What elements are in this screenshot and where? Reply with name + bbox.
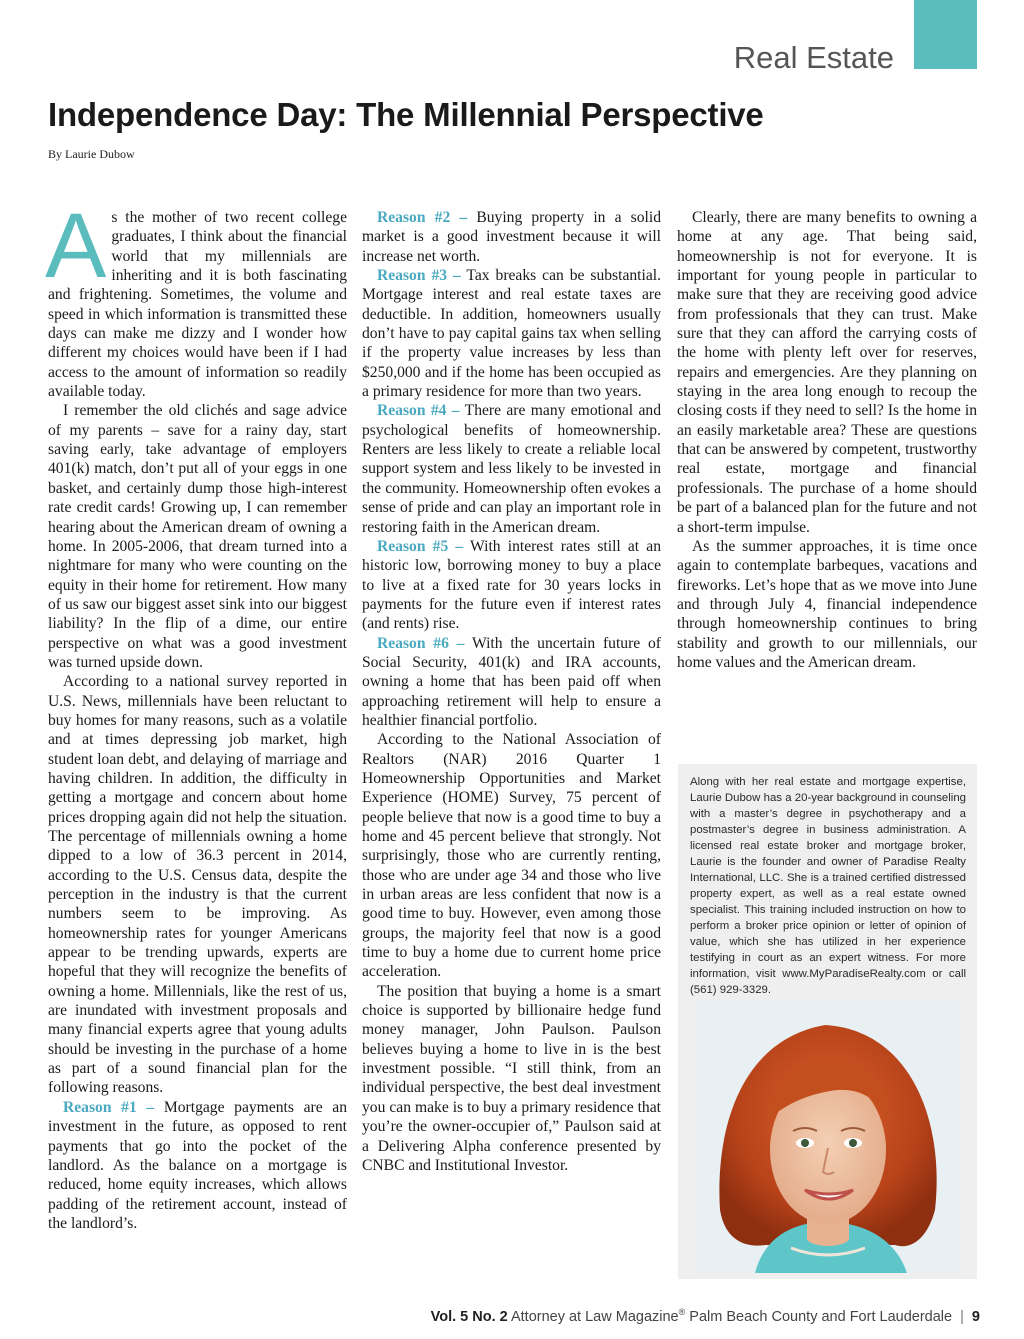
page-number: 9 bbox=[971, 1308, 980, 1325]
reason-3: Reason #3 – Tax breaks can be substantial. Mortgage interest and real estate taxes are deductible. In addition, homeowners usually don’t have to pay capital gains tax when selling if the property value increases by less than $250,000 and if the home has been occupied as a primary residence for more than two years. bbox=[362, 267, 661, 401]
paragraph: The position that buying a home is a smart choice is supported by billionaire hedge fund money manager, John Paulson. Paulson believes buying a home to live in is the best investment possible. “I still think, from an individual perspective, the best deal investment you can make is to buy a primary residence that you’re the owner-occupier of,” Paulson said at a Delivering Alpha conference presented by CNBC and Institutional Investor. bbox=[362, 982, 661, 1174]
section-label: Real Estate bbox=[733, 40, 894, 75]
reason-label: Reason #1 – bbox=[63, 1098, 155, 1116]
reason-label: Reason #3 – bbox=[377, 267, 461, 285]
footer-separator: | bbox=[960, 1308, 964, 1325]
reason-4: Reason #4 – There are many emotional and psychological benefits of homeownership. Renters are less likely to create a reliable local support system and less likely to be invested in the community. Homeownership often evokes a sense of pride and can play an important role in restoring faith in the American dream. bbox=[362, 402, 661, 536]
magazine-region: Palm Beach County and Fort Lauderdale bbox=[689, 1308, 953, 1325]
reason-6: Reason #6 – With the uncertain future of Social Security, 401(k) and IRA accounts, owning a home that has been paid off when approaching retirement will help to ensure a healthier financial portfolio. bbox=[362, 634, 661, 729]
magazine-name: Attorney at Law Magazine bbox=[510, 1308, 679, 1325]
byline: By Laurie Dubow bbox=[48, 147, 135, 161]
author-photo bbox=[695, 1000, 960, 1273]
author-bio-text: Along with her real estate and mortgage expertise, Laurie Dubow has a 20-year background in counseling with a master’s degree in psychotherapy and a postmaster’s degree in business administration. A licensed real estate broker and mortgage broker, Laurie is the founder and owner of Paradise Realty International, LLC. She is a trained certified distressed property expert, as well as a real estate owned specialist. This training included instruction on how to perform a broker price opinion or letter of opinion of value, which she has utilized in her experience testifying in court as an expert witness. For more information, visit www.MyParadiseRealty.com or call (561) 929-3329. bbox=[690, 776, 966, 996]
paragraph: As the summer approaches, it is time once again to contemplate barbeques, vacations and fireworks. Let’s hope that as we move into June and through July 4, financial independence through homeownership continues to bring stability and growth to our millennials, our home values and the American dream. bbox=[677, 537, 977, 671]
page-footer bbox=[431, 1307, 980, 1325]
registered-mark: ® bbox=[678, 1307, 686, 1317]
volume-issue: Vol. 5 No. 2 bbox=[430, 1308, 508, 1325]
article-column-3 bbox=[677, 208, 977, 672]
author-bio-box bbox=[678, 764, 977, 1279]
article-column-2 bbox=[362, 208, 661, 1175]
paragraph: According to the National Association of Realtors (NAR) 2016 Quarter 1 Homeownership Opportunities and Market Experience (HOME) Survey, 75 percent of people believe that now is a good time to buy a home and 45 percent believe that strongly. Not surprisingly, those who are currently renting, those who are under age 34 and those who live in urban areas are less confident that now is a good time to buy. However, even among those groups, the majority feel that now is a good time to buy a home due to current home price acceleration. bbox=[362, 731, 661, 981]
drop-cap: A bbox=[45, 195, 107, 297]
article-column-1 bbox=[45, 195, 347, 1233]
paragraph: According to a national survey reported in U.S. News, millennials have been reluctant to buy homes for many reasons, such as a volatile and at times depressing job market, high student loan debt, and delaying of marriage and having children. In addition, the difficulty in getting a mortgage and concern about home prices dropping again did not help the situation. The percentage of millennials owning a home dipped to a low of 36.3 percent in 2014, according to the U.S. Census data, despite the perception in the industry is that the current numbers seem to be improving. As homeownership rates for younger Americans appear to be trending upwards, experts are hopeful that they will recognize the benefits of owning a home. Millennials, like the rest of us, are inundated with investment proposals and many financial experts agree that young adults should be investing in the purchase of a home as part of a sound financial plan for the following reasons. bbox=[48, 673, 347, 1097]
paragraph: Clearly, there are many benefits to owning a home at any age. That being said, homeownership is not for everyone. It is important for young people in particular to make sure that they are receiving good advice from professionals that they can trust. Make sure that they can afford the carrying costs of the home with plenty left over for reserves, repairs and emergencies. Are they planning on staying in the area long enough to recoup the closing costs if they need to sell? Is the home in an easily marketable area? These are questions that can be answered by competent, trustworthy real estate, mortgage and financial professionals. The purchase of a home should be part of a balanced plan for the future and not a short-term impulse. bbox=[677, 209, 977, 536]
reason-label: Reason #6 – bbox=[377, 634, 465, 652]
author-portrait-image bbox=[695, 1000, 960, 1273]
reason-label: Reason #5 – bbox=[377, 537, 464, 555]
reason-label: Reason #4 – bbox=[377, 402, 460, 420]
paragraph-intro: As the mother of two recent college graduates, I think about the financial world that my millennials are inheriting and it is both fascinating and frightening. Sometimes, the volume and speed in which information is transmitted these days can make me dizzy and I wonder how different my choices would have been if I had access to the amount of information so readily available today. bbox=[45, 195, 347, 401]
reason-label: Reason #2 – bbox=[377, 209, 468, 226]
reason-1: Reason #1 – Mortgage payments are an investment in the future, as opposed to rent payments that go into the pocket of the landlord. As the balance on a mortgage is reduced, home equity increases, which allows padding of the retirement account, instead of the landlord’s. bbox=[48, 1098, 347, 1232]
article-title: Independence Day: The Millennial Perspective bbox=[48, 96, 764, 133]
reason-2: Reason #2 – Buying property in a solid market is a good investment because it will increase net worth. bbox=[362, 209, 661, 265]
reason-5: Reason #5 – With interest rates still at an historic low, borrowing money to buy a place to live at a fixed rate for 30 years locks in payments for the future even if interest rates (and rents) rise. bbox=[362, 537, 661, 633]
section-accent-block bbox=[914, 0, 977, 69]
paragraph: I remember the old clichés and sage advice of my parents – save for a rainy day, start saving early, take advantage of employers 401(k) match, don’t put all of your eggs in one basket, and certainly dump those high-interest rate credit cards! Growing up, I can remember hearing about the American dream of owning a home. In 2005-2006, that dream turned into a nightmare for many who were counting on the equity in their home for retirement. How many of us saw our biggest asset sink into our biggest liability? In the flip of a dime, our entire perspective on what was a good investment was turned upside down. bbox=[48, 402, 347, 671]
